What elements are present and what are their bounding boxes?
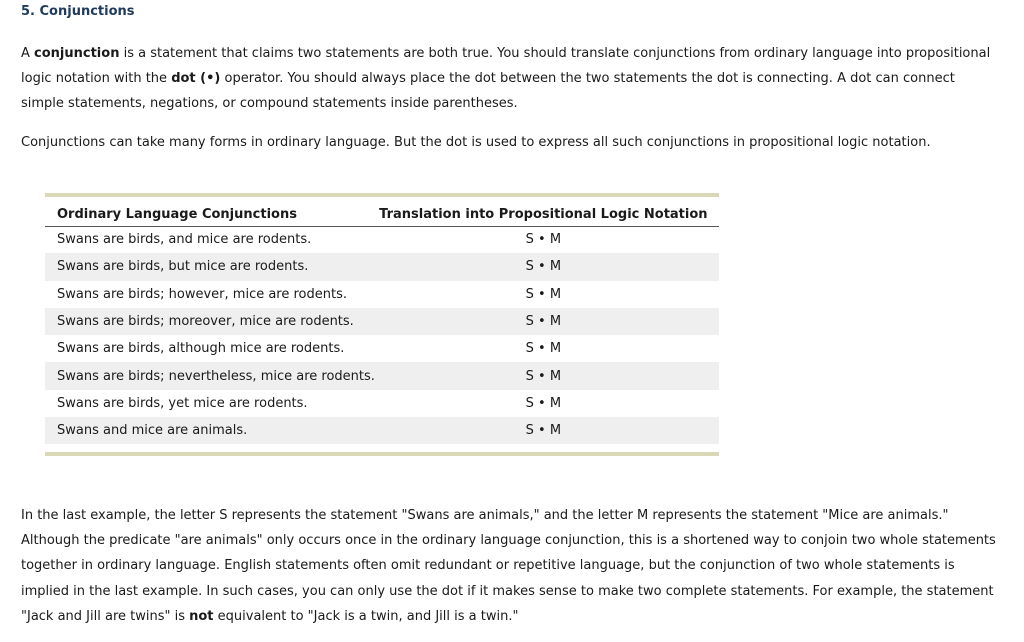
ordinary-cell: Swans are birds; moreover, mice are rodents. [45,308,378,335]
closing-paragraph [21,503,996,629]
header-translation: Translation into Propositional Logic Notation [378,197,719,226]
header-ordinary: Ordinary Language Conjunctions [45,197,378,226]
table-row [45,226,719,253]
table-row [45,281,719,308]
translation-cell: S • M [525,341,562,357]
table-row [45,417,719,444]
term-conjunction: conjunction [34,46,120,61]
translation-cell: S • M [378,308,719,335]
table-row [45,253,719,280]
term-dot-operator: dot (•) [171,71,221,87]
intro-text-e: operator. You should always place the dot between the two statements the dot is connecting. A dot can connect simple statements, negations, or compound statements inside parentheses. [21,71,955,112]
closing-text-c: equivalent to "Jack is a twin, and Jill is a twin." [213,608,519,624]
intro-text-c: is a statement that claims two statements are both true. You should translate conjunctions from ordinary language into propositional logic notation with the [21,46,991,87]
table-row [45,390,719,417]
translation-cell: S • M [378,253,719,280]
intro-paragraph [21,41,996,117]
table-row [45,335,719,362]
closing-text-a: In the last example, the letter S represents the statement "Swans are animals," and the letter M represents the statement "Mice are animals." Although the predicate "are animals" only occurs once in the ordinary language conjunction, this is a shortened way to conjoin two whole statements together in ordinary language. English statements often omit redundant or repetitive language, but the conjunction of two whole statements is implied in the last example. In such cases, you can only use the dot if it makes sense to make two complete statements. For example, the statement "Jack and Jill are twins" is [21,508,996,624]
table-header-row [45,197,719,226]
ordinary-cell: Swans are birds; nevertheless, mice are rodents. [45,362,378,389]
intro-text-a: A [21,46,35,61]
translation-cell: S • M [525,232,562,248]
section-title: 5. Conjunctions [21,4,135,19]
conjunction-table [45,193,719,456]
ordinary-cell: Swans are birds, although mice are rodents. [57,341,345,357]
translation-cell: S • M [525,395,562,411]
ordinary-cell: Swans and mice are animals. [45,417,378,444]
ordinary-cell: Swans are birds; however, mice are rodents. [57,286,348,302]
ordinary-cell: Swans are birds, and mice are rodents. [57,232,312,248]
ordinary-cell: Swans are birds, yet mice are rodents. [57,395,308,411]
table-row [45,362,719,389]
forms-paragraph: Conjunctions can take many forms in ordinary language. But the dot is used to express all such conjunctions in propositional logic notation. [21,135,931,150]
ordinary-cell: Swans are birds, but mice are rodents. [45,253,378,280]
translation-cell: S • M [378,362,719,389]
translation-cell: S • M [525,286,562,302]
translation-cell: S • M [378,417,719,444]
table-row [45,308,719,335]
term-not: not [189,608,214,624]
table-spacer [45,444,719,452]
